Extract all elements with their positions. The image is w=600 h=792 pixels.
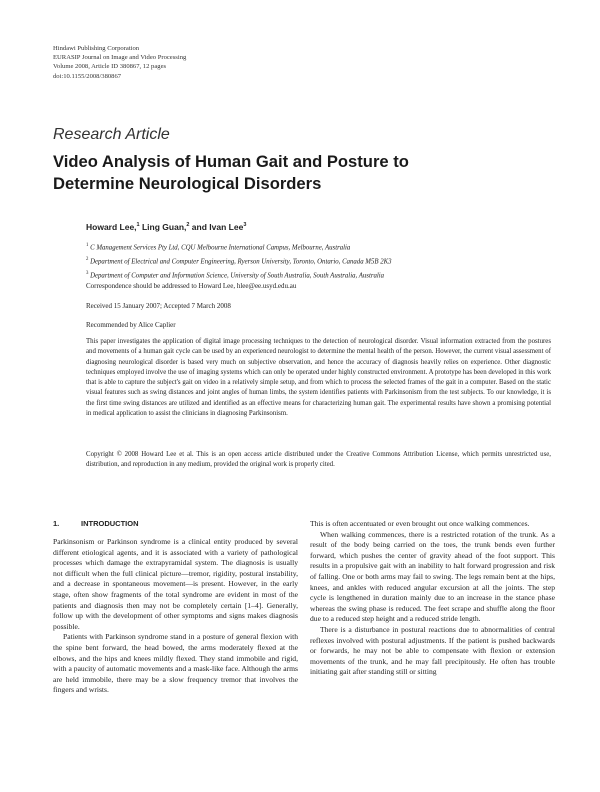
header-publisher: Hindawi Publishing Corporation: [53, 45, 140, 52]
author-name: Ivan Lee: [209, 222, 244, 232]
author-affil-mark: 1: [136, 222, 140, 229]
affiliation-mark: 2: [86, 256, 89, 262]
article-type: Research Article: [53, 126, 170, 143]
journal-header: [53, 44, 186, 81]
header-volume: Volume 2008, Article ID 380867, 12 pages: [53, 63, 167, 71]
author-list: [86, 222, 246, 232]
paragraph: Parkinsonism or Parkinson syndrome is a clinical entity produced by several different etiological agents, and it is associated with a variety of pathological processes which damage the extrapyramidal system. The diagnosis is usually not difficult when the full clinical picture—tremor, rigidity, postural instability, and a decrease in spontaneous movement—is present. However, in the early stage, often show fragments of the total syndrome are evident in most of the patients and diagnosis then may not be completely certain [1–4]. Generally, follow up with the development of other symptoms and signs makes diagnosis possible.: [53, 537, 298, 631]
title-line: Video Analysis of Human Gait and Posture to: [53, 152, 409, 171]
affiliation-text: C Management Services Pty Ltd, CQU Melbourne International Campus, Melbourne, Australia: [90, 244, 351, 252]
affiliations: [86, 240, 556, 282]
author-affil-mark: 3: [243, 222, 247, 229]
author-affil-mark: 2: [186, 222, 190, 229]
paragraph: There is a disturbance in postural reactions due to abnormalities of central reflexes involved with postural adjustments. If the patient is pushed backwards or forwards, he may not be able to compensate with flexion or extension movements of the trunk, and he may fall precipitously. He often has trouble initiating gait after standing still or sitting: [310, 624, 555, 677]
affiliation: [86, 240, 556, 254]
affiliation: [86, 268, 556, 282]
section-heading: [53, 519, 139, 528]
paper-title: [53, 151, 409, 194]
paragraph: When walking commences, there is a restricted rotation of the trunk. As a result of the body being carried on the toes, the trunk bends even further forward, which pushes the center of gravity ahead of the foot support. This results in a propulsive gait with an inability to halt forward progression and risk of falling. One or both arms may fail to swing. The legs remain bent at the hips, knees, and ankles with reduced angular excursion at all the joints. The step cycle is lengthened in duration mainly due to an increase in the stance phase whereas the swing phase is reduced. The feet scrape and shuffle along the floor due to a reduced step height and a reduced stride length.: [310, 529, 555, 624]
paragraph: Patients with Parkinson syndrome stand in a posture of general flexion with the spine bent forward, the head bowed, the arms moderately flexed at the elbows, and the hips and knees mildly flexed. They stand immobile and rigid, with a paucity of automatic movements and a mask-like face. Although the arms are held immobile, there may be a slow frequency tremor that involves the fingers and wrists.: [53, 632, 298, 695]
section-title: INTRODUCTION: [81, 519, 139, 528]
correspondence: Correspondence should be addressed to Howard Lee, hlee@ee.usyd.edu.au: [86, 282, 297, 290]
header-journal: EURASIP Journal on Image and Video Processing: [53, 54, 187, 62]
author-name: Howard Lee,: [86, 222, 137, 232]
affiliation-mark: 3: [86, 270, 89, 276]
paragraph: This is often accentuated or even brought out once walking commences.: [310, 519, 530, 528]
affiliation-mark: 1: [86, 243, 89, 248]
received-dates: Received 15 January 2007; Accepted 7 March 2008: [86, 302, 231, 310]
affiliation-text: Department of Computer and Information Science, University of South Australia, South Australia, Australia: [90, 271, 385, 279]
affiliation: [86, 254, 556, 268]
right-column: [310, 519, 555, 678]
copyright-notice: Copyright © 2008 Howard Lee et al. This is an open access article distributed under the Creative Commons Attribution License, which permits unrestricted use, distribution, and reproduction in any medium, provided the original work is properly cited.: [86, 451, 551, 469]
author-sep: and: [189, 222, 210, 232]
title-line: Determine Neurological Disorders: [53, 173, 322, 193]
section-number: 1.: [53, 519, 60, 528]
affiliation-text: Department of Electrical and Computer Engineering, Ryerson University, Toronto, Ontario, Canada M5B 2K3: [90, 258, 392, 266]
left-column: [53, 537, 298, 696]
author-name: Ling Guan,: [141, 222, 187, 232]
header-doi: doi:10.1155/2008/380867: [53, 72, 122, 80]
abstract: This paper investigates the application of digital image processing techniques to the detection of neurological disorder. Visual information extracted from the postures and movements of a human gait cycle can be used by an experienced neurologist to determine the mental health of the person. However, the current visual assessment of diagnosing neurological disorder is based very much on subjective observation, and hence the accuracy of diagnosis heavily relies on experience. Other diagnostic techniques employed involve the use of imaging systems which can only be operated under highly constructed environment. A prototype has been developed in this work that is able to capture the subject's gait on video in a relatively simple setup, and from which to process the selected frames of the gait in a computer. Based on the static visual features such as swing distances and joint angles of human limbs, the system identifies patients with Parkinsonism from the test subjects. To our knowledge, it is the first time swing distances are utilized and identified as an effective means for characterizing human gait. The experimental results have shown a promising potential in medical application to assist the clinicians in diagnosing Parkinsonism.: [86, 338, 551, 417]
recommended-by: Recommended by Alice Caplier: [86, 321, 176, 329]
